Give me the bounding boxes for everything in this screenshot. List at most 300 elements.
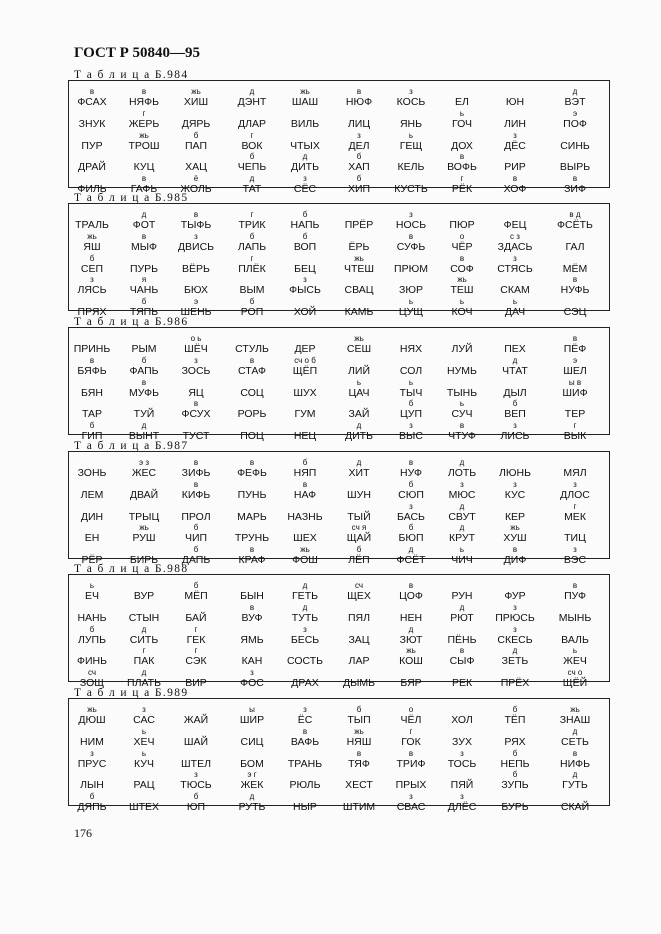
word-cell: ТАР bbox=[81, 408, 103, 420]
phonetic-mark: б bbox=[356, 152, 362, 161]
word-cell: СТАФ bbox=[238, 365, 266, 377]
word-cell: ШТИМ bbox=[342, 801, 376, 813]
phonetic-mark: ь bbox=[459, 399, 465, 408]
word-cell: НУФЬ bbox=[560, 284, 590, 296]
word-cell: СВУТ bbox=[448, 511, 476, 523]
word-cell: СУЧ bbox=[451, 408, 473, 420]
phonetic-mark: б bbox=[89, 792, 95, 801]
phonetic-mark: з bbox=[194, 770, 198, 779]
phonetic-mark: ь bbox=[141, 749, 147, 758]
phonetic-mark: в bbox=[89, 356, 95, 365]
word-cell: ДЫМЬ bbox=[342, 677, 376, 689]
word-cell: МЯЛ bbox=[563, 467, 587, 479]
word-cell: ЗНАШ bbox=[559, 714, 591, 726]
phonetic-mark: в bbox=[193, 480, 199, 489]
word-cell: ФИЛЬ bbox=[77, 183, 107, 195]
word-cell: ТРУНЬ bbox=[234, 532, 270, 544]
word-cell: РЮТ bbox=[450, 612, 474, 624]
word-cell: ЕЧ bbox=[84, 590, 100, 602]
phonetic-mark: в bbox=[302, 480, 308, 489]
word-cell: ШЕНЬ bbox=[180, 306, 212, 318]
word-cell: ДИФ bbox=[503, 554, 527, 566]
page-number: 176 bbox=[74, 826, 92, 840]
phonetic-mark: о ь bbox=[190, 334, 202, 343]
word-cell: ТЁП bbox=[504, 714, 526, 726]
phonetic-mark: г bbox=[409, 727, 413, 736]
phonetic-mark: б bbox=[89, 254, 95, 263]
word-cell: РЫМ bbox=[131, 343, 157, 355]
word-cell: ФЕФЬ bbox=[237, 467, 267, 479]
phonetic-mark: д bbox=[459, 603, 465, 612]
phonetic-mark: г bbox=[460, 174, 464, 183]
word-cell: ДВИСЬ bbox=[177, 241, 215, 253]
word-cell: ЗУПЬ bbox=[501, 779, 529, 791]
phonetic-mark: э bbox=[572, 109, 578, 118]
table-caption: Т а б л и ц а Б.988 bbox=[74, 563, 189, 575]
word-cell: ДОХ bbox=[451, 140, 473, 152]
word-cell: ВЫК bbox=[563, 430, 587, 442]
phonetic-mark: сч о б bbox=[294, 356, 316, 365]
word-cell: ПУФ bbox=[564, 590, 586, 602]
word-cell: ШЕЛ bbox=[563, 365, 587, 377]
word-cell: ДВАЙ bbox=[129, 489, 159, 501]
word-cell: ЗОЩ bbox=[79, 677, 105, 689]
phonetic-mark: з bbox=[460, 480, 464, 489]
phonetic-mark: в bbox=[141, 174, 147, 183]
word-cell: ЖЕРЬ bbox=[128, 118, 160, 130]
phonetic-mark: в bbox=[141, 87, 147, 96]
word-cell: ШТЕЛ bbox=[181, 758, 211, 770]
word-cell: ТРАНЬ bbox=[287, 758, 323, 770]
word-cell: ГЕЩ bbox=[399, 140, 423, 152]
phonetic-mark: б bbox=[302, 232, 308, 241]
word-cell: СОСТЬ bbox=[286, 655, 324, 667]
phonetic-mark: ё bbox=[193, 174, 199, 183]
word-cell: ПРЮСЬ bbox=[495, 612, 535, 624]
word-cell: ВЫС bbox=[399, 430, 423, 442]
word-cell: СЭК bbox=[185, 655, 207, 667]
word-cell: ЧТЫХ bbox=[290, 140, 320, 152]
phonetic-mark: жь bbox=[87, 705, 97, 714]
word-cell: СВАЦ bbox=[344, 284, 374, 296]
word-cell: СОЛ bbox=[399, 365, 423, 377]
phonetic-mark: сч о bbox=[567, 668, 583, 677]
word-cell: ПУРЬ bbox=[129, 263, 159, 275]
word-cell: ЩЁП bbox=[292, 365, 318, 377]
word-cell: ПАК bbox=[133, 655, 155, 667]
phonetic-mark: д bbox=[459, 523, 465, 532]
phonetic-mark: в bbox=[249, 603, 255, 612]
word-cell: КЕР bbox=[504, 511, 526, 523]
word-cell: ТЫЙ bbox=[347, 511, 371, 523]
word-cell: РЁР bbox=[81, 554, 103, 566]
table-caption: Т а б л и ц а Б.986 bbox=[74, 316, 189, 328]
word-cell: БЫН bbox=[240, 590, 264, 602]
phonetic-mark: жь bbox=[457, 275, 467, 284]
word-cell: ТУСТ bbox=[182, 430, 210, 442]
word-cell: ПОЦ bbox=[240, 430, 264, 442]
word-cell: ФОТ bbox=[132, 219, 156, 231]
word-cell: ШУХ bbox=[293, 387, 317, 399]
word-cell: СИЦ bbox=[240, 736, 264, 748]
word-cell: ЦОФ bbox=[399, 590, 423, 602]
phonetic-mark: д bbox=[249, 87, 255, 96]
word-cell: ЗЕТЬ bbox=[501, 655, 529, 667]
phonetic-mark: б bbox=[356, 174, 362, 183]
word-cell: ШАШ bbox=[291, 96, 319, 108]
phonetic-mark: э г bbox=[247, 770, 257, 779]
word-cell: ФЕЦ bbox=[503, 219, 527, 231]
phonetic-mark: в bbox=[459, 254, 465, 263]
word-cell: ПЮР bbox=[449, 219, 475, 231]
word-cell: СОЦ bbox=[240, 387, 264, 399]
word-cell: ЛОТЬ bbox=[447, 467, 477, 479]
word-cell: СЮП bbox=[398, 489, 424, 501]
word-cell: ВУФ bbox=[241, 612, 263, 624]
phonetic-mark: г bbox=[250, 254, 254, 263]
word-cell: ЗОНЬ bbox=[77, 467, 107, 479]
phonetic-mark: з bbox=[573, 545, 577, 554]
word-cell: ЯШ bbox=[83, 241, 101, 253]
phonetic-mark: з bbox=[90, 749, 94, 758]
word-cell: ДЕР bbox=[294, 343, 316, 355]
word-cell: ЛЮНЬ bbox=[499, 467, 531, 479]
word-cell: ЧЁР bbox=[451, 241, 473, 253]
phonetic-mark: я bbox=[141, 275, 147, 284]
phonetic-mark: жь bbox=[570, 705, 580, 714]
word-cell: ДРАХ bbox=[291, 677, 319, 689]
word-cell: ПРУС bbox=[77, 758, 107, 770]
phonetic-mark: г bbox=[250, 210, 254, 219]
word-cell: БАСЬ bbox=[397, 511, 425, 523]
phonetic-mark: жь bbox=[354, 334, 364, 343]
word-cell: ХИП bbox=[347, 183, 371, 195]
phonetic-mark: ь bbox=[89, 581, 95, 590]
word-cell: ДАПЬ bbox=[181, 554, 211, 566]
phonetic-mark: жь bbox=[139, 523, 149, 532]
word-cell: РОП bbox=[240, 306, 264, 318]
phonetic-mark: ы bbox=[249, 705, 255, 714]
phonetic-mark: д bbox=[512, 646, 518, 655]
word-cell: ЯМЬ bbox=[240, 634, 264, 646]
word-cell: ТАТ bbox=[242, 183, 262, 195]
word-cell: КОШ bbox=[399, 655, 423, 667]
phonetic-mark: з bbox=[513, 625, 517, 634]
word-cell: ЗАЦ bbox=[348, 634, 370, 646]
word-cell: ЮП bbox=[186, 801, 206, 813]
word-cell: ЩЕХ bbox=[347, 590, 371, 602]
word-cell: ГОЧ bbox=[451, 118, 473, 130]
phonetic-mark: в bbox=[572, 334, 578, 343]
phonetic-mark: в д bbox=[569, 210, 581, 219]
word-cell: ВЭТ bbox=[564, 96, 586, 108]
word-cell: ТРЫЦ bbox=[128, 511, 160, 523]
word-cell: НЯП bbox=[293, 467, 317, 479]
phonetic-mark: г bbox=[142, 109, 146, 118]
word-cell: ПОФ bbox=[563, 118, 587, 130]
word-cell: ГИП bbox=[81, 430, 103, 442]
phonetic-mark: д bbox=[356, 421, 362, 430]
word-cell: НУФ bbox=[400, 467, 422, 479]
word-cell: СЫФ bbox=[449, 655, 475, 667]
word-cell: КУЦ bbox=[133, 161, 155, 173]
word-cell: ХОЙ bbox=[293, 306, 317, 318]
phonetic-mark: в bbox=[302, 727, 308, 736]
word-cell: РИР bbox=[504, 161, 526, 173]
word-cell: РЮЛЬ bbox=[289, 779, 321, 791]
phonetic-mark: жь bbox=[300, 545, 310, 554]
word-cell: ЛАР bbox=[348, 655, 370, 667]
word-cell: ХУШ bbox=[503, 532, 527, 544]
word-cell: ФУР bbox=[504, 590, 526, 602]
word-cell: СЕП bbox=[80, 263, 104, 275]
phonetic-mark: в bbox=[249, 356, 255, 365]
phonetic-mark: э bbox=[193, 297, 199, 306]
word-cell: НЕН bbox=[399, 612, 423, 624]
phonetic-mark: д bbox=[302, 603, 308, 612]
word-cell: ЛИСЬ bbox=[500, 430, 530, 442]
word-cell: ЗЮР bbox=[399, 284, 423, 296]
word-cell: КОЧ bbox=[451, 306, 473, 318]
phonetic-mark: ь bbox=[408, 131, 414, 140]
phonetic-mark: д bbox=[141, 210, 147, 219]
phonetic-mark: з bbox=[303, 174, 307, 183]
word-cell: ЯЦ bbox=[188, 387, 204, 399]
phonetic-mark: б bbox=[249, 297, 255, 306]
word-cell: ДЭНТ bbox=[237, 96, 267, 108]
phonetic-mark: д bbox=[141, 668, 147, 677]
word-cell: СТЯСЬ bbox=[497, 263, 533, 275]
phonetic-mark: г bbox=[573, 502, 577, 511]
word-cell: СЁС bbox=[293, 183, 317, 195]
table-caption: Т а б л и ц а Б.984 bbox=[74, 69, 189, 81]
phonetic-mark: д bbox=[459, 502, 465, 511]
phonetic-mark: б bbox=[512, 399, 518, 408]
phonetic-mark: в bbox=[572, 174, 578, 183]
word-cell: ВЫНТ bbox=[128, 430, 160, 442]
word-cell: ГОК bbox=[401, 736, 421, 748]
phonetic-mark: ь bbox=[512, 297, 518, 306]
phonetic-mark: д bbox=[459, 458, 465, 467]
phonetic-mark: в bbox=[408, 458, 414, 467]
phonetic-mark: б bbox=[302, 210, 308, 219]
word-cell: ФОС bbox=[240, 677, 264, 689]
word-cell: ВОК bbox=[241, 140, 263, 152]
phonetic-mark: д bbox=[572, 727, 578, 736]
phonetic-mark: з bbox=[409, 87, 413, 96]
phonetic-mark: в bbox=[249, 458, 255, 467]
word-cell: ФСАХ bbox=[77, 96, 107, 108]
phonetic-mark: д bbox=[408, 625, 414, 634]
word-cell: РЕК bbox=[451, 677, 473, 689]
word-cell: ШЕХ bbox=[293, 532, 317, 544]
word-cell: ЛИН bbox=[503, 118, 527, 130]
phonetic-mark: в bbox=[249, 545, 255, 554]
word-cell: РАЦ bbox=[133, 779, 155, 791]
word-cell: ЗАЙ bbox=[348, 408, 370, 420]
word-cell: МЮС bbox=[448, 489, 476, 501]
word-cell: ФСЁТЬ bbox=[557, 219, 593, 231]
word-cell: ПЛЁК bbox=[238, 263, 266, 275]
phonetic-mark: б bbox=[512, 705, 518, 714]
word-cell: МЁМ bbox=[562, 263, 588, 275]
word-cell: БЮП bbox=[398, 532, 424, 544]
word-cell: КИФЬ bbox=[181, 489, 211, 501]
phonetic-mark: б bbox=[249, 152, 255, 161]
word-cell: ЧИЧ bbox=[451, 554, 473, 566]
word-cell: ЯНЬ bbox=[399, 118, 423, 130]
word-cell: ГАФЬ bbox=[130, 183, 158, 195]
phonetic-mark: д bbox=[572, 770, 578, 779]
phonetic-mark: ы в bbox=[568, 378, 582, 387]
word-cell: ЛЫН bbox=[80, 779, 104, 791]
word-cell: МЫФ bbox=[130, 241, 158, 253]
word-cell: ЛАПЬ bbox=[237, 241, 267, 253]
word-cell: КРАФ bbox=[238, 554, 266, 566]
word-cell: СТУЛЬ bbox=[235, 343, 269, 355]
phonetic-mark: с з bbox=[510, 232, 520, 241]
word-cell: ПЁНЬ bbox=[447, 634, 477, 646]
word-cell: ЛИЙ bbox=[348, 365, 370, 377]
word-cell: ПЯЛ bbox=[347, 612, 371, 624]
word-cell: ПРЁХ bbox=[500, 677, 530, 689]
word-cell: ТЫЧ bbox=[399, 387, 423, 399]
word-cell: ХАП bbox=[348, 161, 370, 173]
phonetic-mark: жь bbox=[406, 646, 416, 655]
word-cell: ЛУПЬ bbox=[78, 634, 106, 646]
word-cell: ЗИФЬ bbox=[181, 467, 211, 479]
word-cell: СКЕСЬ bbox=[497, 634, 533, 646]
phonetic-mark: д bbox=[408, 545, 414, 554]
word-cell: РОРЬ bbox=[237, 408, 267, 420]
word-cell: ЗУХ bbox=[452, 736, 472, 748]
word-cell: РЯХ bbox=[504, 736, 526, 748]
word-cell: НАПЬ bbox=[290, 219, 320, 231]
word-cell: ТРОШ bbox=[128, 140, 160, 152]
phonetic-mark: г bbox=[250, 131, 254, 140]
phonetic-mark: д bbox=[512, 356, 518, 365]
phonetic-mark: з bbox=[250, 668, 254, 677]
word-cell: ЕН bbox=[84, 532, 100, 544]
phonetic-mark: з bbox=[409, 792, 413, 801]
phonetic-mark: д bbox=[302, 152, 308, 161]
word-cell: ДЛОС bbox=[560, 489, 590, 501]
phonetic-mark: б bbox=[193, 523, 199, 532]
word-cell: НЕЦ bbox=[293, 430, 317, 442]
word-cell: СЭЦ bbox=[563, 306, 587, 318]
word-cell: РУТЬ bbox=[238, 801, 266, 813]
word-cell: НАЗНЬ bbox=[287, 511, 323, 523]
phonetic-mark: з bbox=[409, 210, 413, 219]
word-cell: ХЕЧ bbox=[133, 736, 155, 748]
word-cell: БОМ bbox=[240, 758, 264, 770]
word-cell: ПУНЬ bbox=[237, 489, 267, 501]
phonetic-mark: б bbox=[302, 458, 308, 467]
word-cell: ШТЕХ bbox=[128, 801, 160, 813]
word-cell: НЕПЬ bbox=[500, 758, 530, 770]
word-cell: БЕСЬ bbox=[290, 634, 320, 646]
phonetic-mark: жь bbox=[139, 131, 149, 140]
phonetic-mark: д bbox=[141, 625, 147, 634]
phonetic-mark: б bbox=[193, 131, 199, 140]
word-cell: СЕТЬ bbox=[561, 736, 589, 748]
word-cell: БЕЦ bbox=[294, 263, 316, 275]
word-cell: ЗЮТ bbox=[399, 634, 423, 646]
word-cell: ЗОСЬ bbox=[181, 365, 211, 377]
phonetic-mark: жь bbox=[510, 523, 520, 532]
word-cell: ХОФ bbox=[503, 183, 527, 195]
word-cell: ПАП bbox=[185, 140, 207, 152]
phonetic-mark: б bbox=[193, 581, 199, 590]
word-cell: ТЫП bbox=[347, 714, 371, 726]
phonetic-mark: в bbox=[572, 749, 578, 758]
word-cell: КРУТ bbox=[449, 532, 475, 544]
phonetic-mark: в bbox=[193, 399, 199, 408]
phonetic-mark: жь bbox=[191, 87, 201, 96]
word-cell: ЕЛ bbox=[455, 96, 469, 108]
word-cell: НЯШ bbox=[346, 736, 372, 748]
phonetic-mark: б bbox=[512, 749, 518, 758]
word-cell: ЖЕК bbox=[240, 779, 264, 791]
word-cell: ШАЙ bbox=[183, 736, 209, 748]
word-cell: КОСЬ bbox=[396, 96, 426, 108]
word-cell: БАЙ bbox=[185, 612, 207, 624]
phonetic-mark: сч bbox=[354, 581, 364, 590]
phonetic-mark: сч я bbox=[351, 523, 367, 532]
word-cell: КЕЛЬ bbox=[397, 161, 425, 173]
phonetic-mark: ь bbox=[408, 297, 414, 306]
table-caption: Т а б л и ц а Б.989 bbox=[74, 687, 189, 699]
phonetic-mark: ь bbox=[356, 378, 362, 387]
word-cell: БЯР bbox=[400, 677, 422, 689]
word-cell: БЯФЬ bbox=[77, 365, 107, 377]
word-cell: МУФЬ bbox=[129, 387, 159, 399]
word-cell: ПРИНЬ bbox=[73, 343, 111, 355]
word-cell: ХАЦ bbox=[185, 161, 207, 173]
word-cell: СВАС bbox=[396, 801, 426, 813]
phonetic-mark: ь bbox=[459, 109, 465, 118]
phonetic-mark: в bbox=[512, 545, 518, 554]
word-cell: ВЫРЬ bbox=[559, 161, 591, 173]
word-cell: ВАЛЬ bbox=[561, 634, 589, 646]
word-cell: ПЁФ bbox=[563, 343, 587, 355]
phonetic-mark: з bbox=[409, 421, 413, 430]
word-cell: ЧЁЛ bbox=[400, 714, 422, 726]
phonetic-mark: б bbox=[89, 625, 95, 634]
word-cell: СУФЬ bbox=[396, 241, 426, 253]
word-cell: СЕШ bbox=[346, 343, 372, 355]
phonetic-mark: д bbox=[572, 87, 578, 96]
phonetic-mark: в bbox=[572, 275, 578, 284]
word-cell: МАРЬ bbox=[237, 511, 267, 523]
word-cell: ТЮСЬ bbox=[180, 779, 212, 791]
word-cell: ТЕШ bbox=[450, 284, 474, 296]
word-cell: ПРЮМ bbox=[394, 263, 428, 275]
word-cell: ВОФЬ bbox=[447, 161, 477, 173]
word-cell: ХИТ bbox=[348, 467, 370, 479]
phonetic-mark: жь bbox=[354, 727, 364, 736]
word-cell: ЧАНЬ bbox=[129, 284, 159, 296]
phonetic-mark: з bbox=[194, 356, 198, 365]
word-cell: СКАЙ bbox=[560, 801, 590, 813]
word-cell: ПЛАТЬ bbox=[127, 677, 161, 689]
phonetic-mark: в bbox=[408, 232, 414, 241]
word-cell: ПРЯХ bbox=[77, 306, 107, 318]
phonetic-mark: б bbox=[408, 480, 414, 489]
phonetic-mark: б bbox=[356, 705, 362, 714]
phonetic-mark: з bbox=[90, 275, 94, 284]
phonetic-mark: з bbox=[142, 705, 146, 714]
